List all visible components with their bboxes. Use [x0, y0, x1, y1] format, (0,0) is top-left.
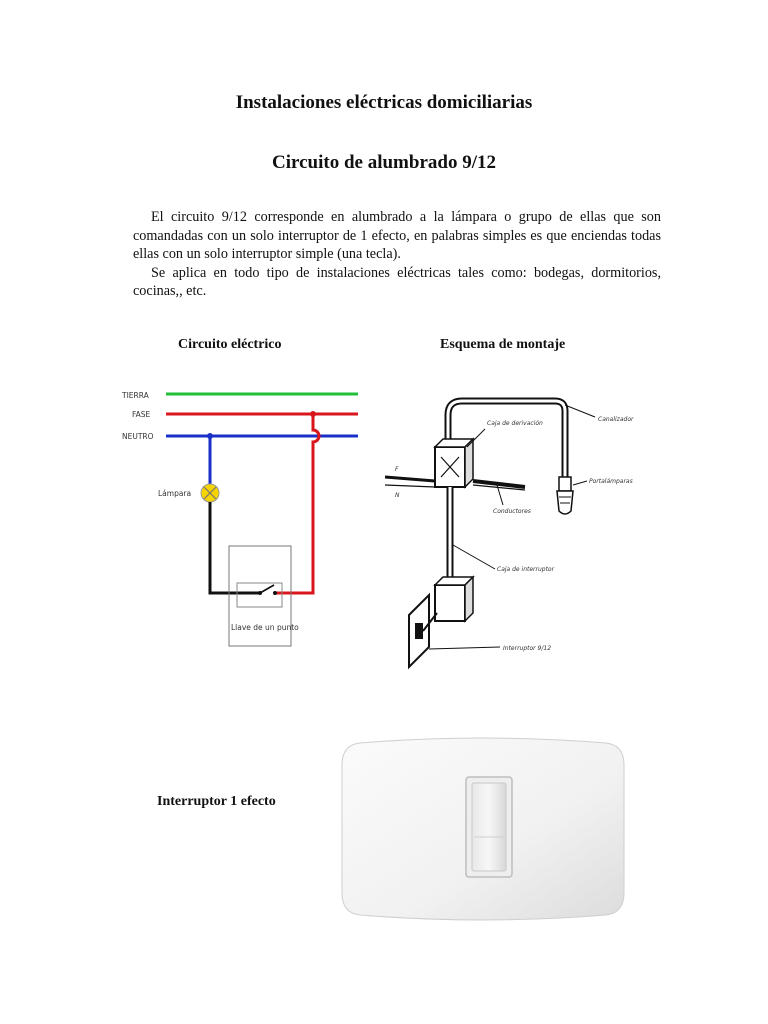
neutro-label: NEUTRO: [122, 432, 154, 441]
phase-drop: [275, 414, 319, 593]
switch-label: Llave de un punto: [231, 623, 299, 632]
switch-caption: Interruptor 1 efecto: [157, 794, 276, 809]
switch-photo: [338, 735, 628, 920]
lamp-holder: [557, 477, 573, 514]
interruptor-label: Interruptor 9/12: [503, 645, 552, 652]
switch-lever: [260, 585, 274, 593]
n-label: N: [395, 492, 400, 499]
circuit-diagram: [110, 380, 370, 660]
caja-derivacion-label: Caja de derivación: [487, 420, 543, 427]
conductores-label: Conductores: [493, 508, 531, 515]
intro-text: [133, 208, 661, 301]
circuit-caption: Circuito eléctrico: [178, 337, 282, 352]
assembly-caption: Esquema de montaje: [440, 337, 566, 352]
portalamparas-label: Portalámparas: [589, 478, 633, 485]
switch-key[interactable]: [472, 783, 506, 871]
document-title: Instalaciones eléctricas domiciliarias: [235, 92, 533, 113]
tierra-label: TIERRA: [122, 391, 149, 400]
document-subtitle: Circuito de alumbrado 9/12: [272, 152, 496, 173]
fase-label: FASE: [132, 410, 151, 419]
assembly-diagram: [385, 385, 725, 685]
lamp-label: Lámpara: [158, 489, 192, 498]
paragraph-1: El circuito 9/12 corresponde en alumbrado a la lámpara o grupo de ellas que son comandadas con un solo interruptor de 1 efecto, en palabras simples es que enciendas todas ellas con un solo interruptor simple (una tecla).: [133, 209, 661, 262]
switch-box-assembly: [409, 577, 473, 667]
canalizador-label: Canalizador: [598, 416, 634, 423]
return-wire: [210, 502, 260, 593]
f-label: F: [395, 466, 399, 473]
caja-interruptor-label: Caja de interruptor: [497, 566, 555, 573]
paragraph-2: Se aplica en todo tipo de instalaciones eléctricas tales como: bodegas, dormitorios, cocinas,, etc.: [133, 264, 661, 299]
